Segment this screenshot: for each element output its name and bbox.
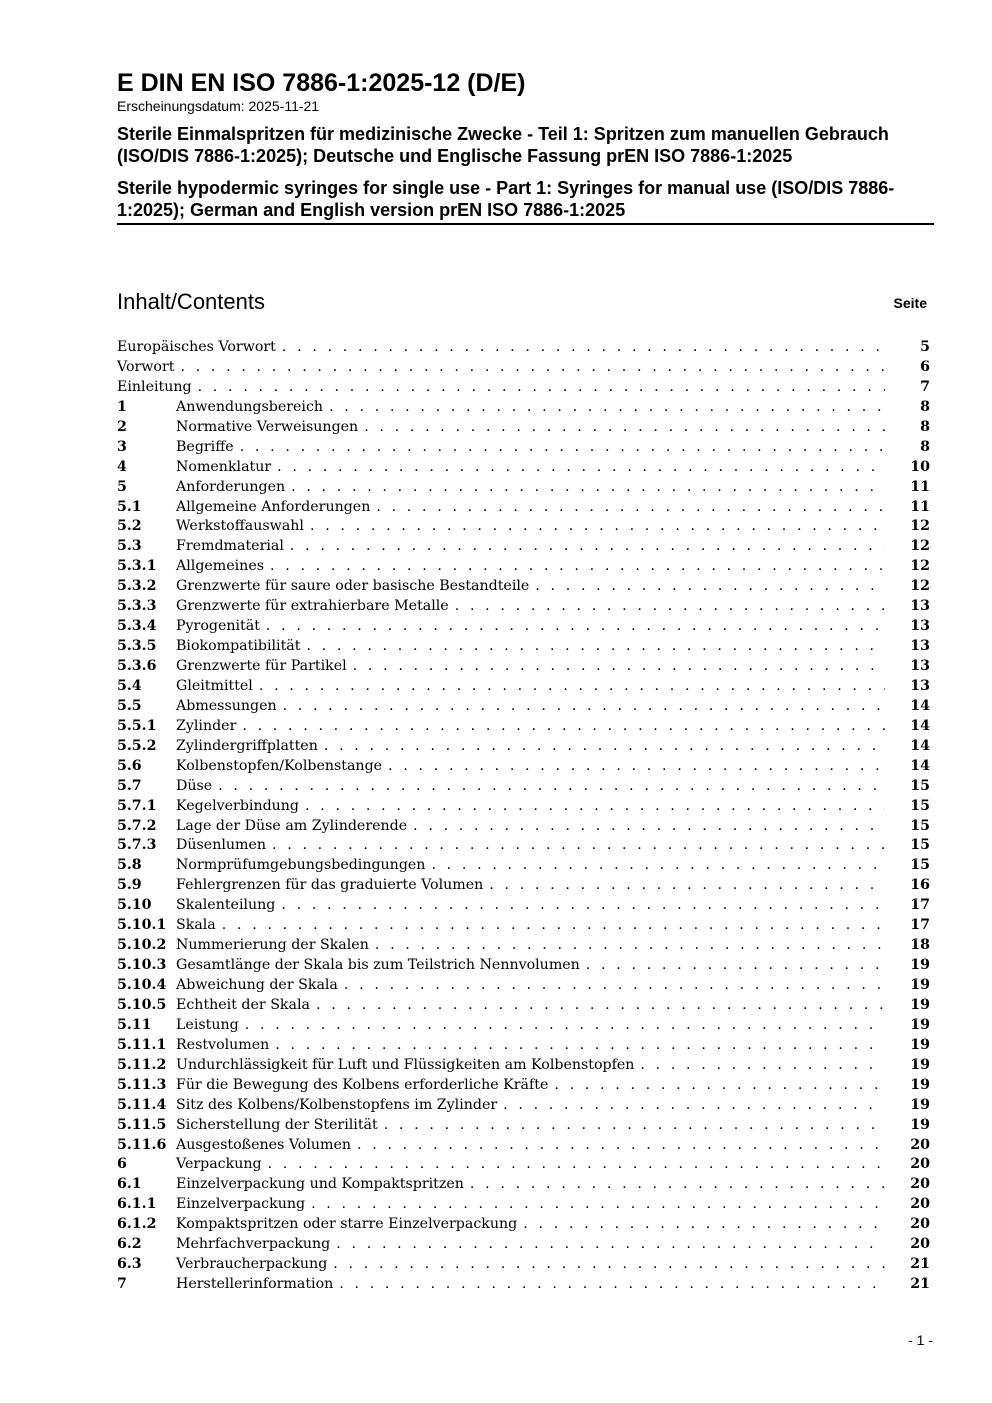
- toc-section-title: Pyrogenität: [176, 618, 260, 635]
- toc-section-number: 5.11.6: [117, 1136, 167, 1153]
- toc-page-number: 19: [910, 1056, 930, 1073]
- toc-dot-leader: [586, 956, 885, 975]
- toc-entry[interactable]: [117, 896, 930, 916]
- title-english: Sterile hypodermic syringes for single use - Part 1: Syringes for manual use (ISO/DIS 7886-1:2025); German and English version prEN ISO 7886-1:2025: [117, 178, 895, 220]
- toc-entry-text: [117, 577, 885, 596]
- toc-section-title: Verpackung: [176, 1156, 262, 1173]
- toc-section-number: 5.10.1: [117, 917, 167, 934]
- toc-section-title: Gleitmittel: [176, 677, 253, 694]
- toc-section-title: Einleitung: [117, 378, 192, 395]
- toc-entry-text: [117, 936, 885, 955]
- toc-entry[interactable]: [117, 398, 930, 418]
- toc-section-title: Echtheit der Skala: [176, 996, 310, 1013]
- toc-entry[interactable]: [117, 657, 930, 677]
- toc-entry[interactable]: [117, 1016, 930, 1036]
- toc-entry-text: [117, 677, 885, 696]
- toc-page-number: 19: [910, 1036, 930, 1053]
- toc-dot-leader: [290, 537, 885, 556]
- toc-page-number: 17: [910, 917, 930, 934]
- toc-section-number: 5.10.2: [117, 937, 167, 954]
- toc-page-number: 19: [910, 1076, 930, 1093]
- toc-page-number: 13: [910, 677, 930, 694]
- toc-dot-leader: [329, 398, 885, 417]
- toc-page-number: 19: [910, 1116, 930, 1133]
- toc-page-number: 8: [920, 438, 930, 455]
- toc-dot-leader: [376, 498, 885, 517]
- toc-dot-leader: [375, 936, 885, 955]
- toc-section-title: Restvolumen: [176, 1036, 270, 1053]
- page-column-label: Seite: [893, 295, 927, 311]
- toc-entry-text: [117, 1036, 885, 1055]
- toc-entry-text: [117, 797, 885, 816]
- toc-section-title: Anwendungsbereich: [176, 398, 324, 415]
- toc-section-number: 5.7.3: [117, 837, 157, 854]
- toc-section-number: 6.1.2: [117, 1216, 157, 1233]
- toc-entry[interactable]: [117, 677, 930, 697]
- toc-section-number: 5.1: [117, 498, 142, 515]
- toc-section-title: Sitz des Kolbens/Kolbenstopfens im Zylinder: [176, 1096, 498, 1113]
- toc-dot-leader: [324, 737, 885, 756]
- toc-dot-leader: [640, 1056, 885, 1075]
- toc-page-number: 16: [910, 877, 930, 894]
- toc-section-title: Werkstoffauswahl: [176, 518, 304, 535]
- toc-entry[interactable]: [117, 936, 930, 956]
- toc-section-number: 1: [117, 398, 127, 415]
- toc-entry-text: [117, 398, 885, 417]
- toc-page-number: 11: [910, 498, 930, 515]
- toc-section-title: Abmessungen: [176, 697, 277, 714]
- toc-dot-leader: [353, 657, 885, 676]
- toc-page-number: 20: [910, 1136, 930, 1153]
- toc-page-number: 15: [910, 857, 930, 874]
- toc-entry[interactable]: [117, 737, 930, 757]
- toc-entry-text: [117, 1215, 885, 1234]
- toc-entry[interactable]: [117, 717, 930, 737]
- toc-dot-leader: [306, 637, 885, 656]
- toc-entry[interactable]: [117, 1175, 930, 1195]
- toc-page-number: 20: [910, 1176, 930, 1193]
- toc-entry[interactable]: [117, 358, 930, 378]
- toc-section-title: Biokompatibilität: [176, 638, 301, 655]
- toc-section-number: 5.5.2: [117, 737, 157, 754]
- toc-page-number: 15: [910, 777, 930, 794]
- toc-section-title: Undurchlässigkeit für Luft und Flüssigkeiten am Kolbenstopfen: [176, 1056, 635, 1073]
- toc-entry[interactable]: [117, 577, 930, 597]
- toc-entry-text: [117, 338, 885, 357]
- toc-section-title: Fehlergrenzen für das graduierte Volumen: [176, 877, 484, 894]
- toc-dot-leader: [554, 1076, 885, 1095]
- toc-dot-leader: [316, 996, 885, 1015]
- toc-entry-text: [117, 717, 885, 736]
- toc-section-title: Sicherstellung der Sterilität: [176, 1116, 378, 1133]
- toc-entry[interactable]: [117, 517, 930, 537]
- toc-entry[interactable]: [117, 537, 930, 557]
- toc-dot-leader: [384, 1116, 885, 1135]
- toc-page-number: 12: [910, 578, 930, 595]
- toc-dot-leader: [277, 458, 885, 477]
- toc-entry-text: [117, 896, 885, 915]
- toc-dot-leader: [268, 1155, 885, 1174]
- toc-entry-text: [117, 956, 885, 975]
- toc-dot-leader: [282, 338, 885, 357]
- toc-section-title: Fremdmaterial: [176, 538, 284, 555]
- toc-page-number: 13: [910, 618, 930, 635]
- toc-dot-leader: [310, 517, 885, 536]
- toc-section-title: Kolbenstopfen/Kolbenstange: [176, 757, 383, 774]
- toc-entry[interactable]: [117, 617, 930, 637]
- toc-page-number: 15: [910, 837, 930, 854]
- toc-entry-text: [117, 817, 885, 836]
- toc-section-title: Lage der Düse am Zylinderende: [176, 817, 408, 834]
- toc-entry-text: [117, 378, 885, 397]
- toc-section-number: 5.5: [117, 697, 142, 714]
- toc-entry-text: [117, 637, 885, 656]
- toc-entry[interactable]: [117, 1195, 930, 1215]
- toc-entry-text: [117, 856, 885, 875]
- toc-section-number: 5.9: [117, 877, 142, 894]
- toc-dot-leader: [180, 358, 885, 377]
- toc-section-title: Einzelverpackung: [176, 1196, 306, 1213]
- toc-section-title: Anforderungen: [176, 478, 286, 495]
- toc-section-title: Abweichung der Skala: [176, 977, 338, 993]
- toc-section-number: 5.4: [117, 677, 142, 694]
- toc-entry-text: [117, 438, 885, 457]
- toc-entry[interactable]: [117, 697, 930, 717]
- toc-page-number: 6: [920, 358, 930, 375]
- toc-section-number: 6.1: [117, 1176, 142, 1193]
- toc-page-number: 7: [920, 378, 930, 395]
- toc-dot-leader: [245, 1016, 885, 1035]
- toc-dot-leader: [291, 478, 885, 497]
- toc-entry-text: [117, 1016, 885, 1035]
- toc-section-number: 5.7.1: [117, 797, 157, 814]
- toc-section-title: Für die Bewegung des Kolbens erforderliche Kräfte: [176, 1076, 549, 1093]
- toc-page-number: 11: [910, 478, 930, 495]
- toc-entry[interactable]: [117, 757, 930, 777]
- toc-section-number: 5.3.1: [117, 558, 157, 575]
- toc-page-number: 13: [910, 638, 930, 655]
- toc-section-number: 3: [117, 438, 127, 455]
- toc-section-number: 5.5.1: [117, 717, 157, 734]
- toc-entry[interactable]: [117, 1215, 930, 1235]
- toc-page-number: 17: [910, 897, 930, 914]
- toc-entry[interactable]: [117, 1235, 930, 1255]
- toc-section-number: 5.11.5: [117, 1116, 167, 1133]
- toc-section-number: 5.3.2: [117, 578, 157, 595]
- toc-section-number: 4: [117, 458, 127, 475]
- toc-entry-text: [117, 1175, 885, 1194]
- toc-section-number: 5.10: [117, 897, 152, 914]
- toc-page-number: 19: [910, 977, 930, 993]
- toc-entry[interactable]: [117, 1116, 930, 1136]
- toc-section-title: Normprüfumgebungsbedingungen: [176, 857, 426, 874]
- toc-entry-text: [117, 836, 885, 855]
- toc-entry[interactable]: [117, 996, 930, 1016]
- toc-section-title: Nomenklatur: [176, 458, 272, 475]
- publication-date: Erscheinungsdatum: 2025-11-21: [117, 98, 320, 114]
- toc-entry[interactable]: [117, 856, 930, 876]
- toc-entry[interactable]: [117, 976, 930, 996]
- toc-dot-leader: [470, 1175, 885, 1194]
- toc-page-number: 10: [910, 458, 930, 475]
- toc-section-title: Nummerierung der Skalen: [176, 937, 369, 954]
- toc-section-number: 5.3.6: [117, 658, 157, 674]
- toc-dot-leader: [388, 757, 885, 776]
- page-number: - 1 -: [908, 1332, 933, 1348]
- toc-section-title: Zylindergriffplatten: [176, 737, 318, 754]
- toc-entry[interactable]: [117, 1096, 930, 1116]
- toc-section-title: Herstellerinformation: [176, 1276, 334, 1293]
- toc-section-number: 2: [117, 418, 127, 435]
- toc-section-title: Kompaktspritzen oder starre Einzelverpackung: [176, 1216, 518, 1233]
- toc-dot-leader: [364, 418, 885, 437]
- toc-entry-text: [117, 1116, 885, 1135]
- toc-entry-text: [117, 1076, 885, 1095]
- toc-section-number: 7: [117, 1276, 127, 1293]
- toc-dot-leader: [336, 1235, 885, 1254]
- toc-entry-text: [117, 876, 885, 895]
- toc-section-number: 5.7: [117, 777, 142, 794]
- toc-section-number: 5.3.5: [117, 638, 157, 655]
- toc-section-number: 5.2: [117, 518, 142, 535]
- toc-dot-leader: [344, 976, 885, 995]
- toc-section-title: Einzelverpackung und Kompaktspritzen: [176, 1176, 464, 1193]
- toc-entry[interactable]: [117, 637, 930, 657]
- toc-page-number: 21: [910, 1256, 930, 1273]
- toc-entry-text: [117, 996, 885, 1015]
- toc-dot-leader: [218, 777, 885, 796]
- toc-dot-leader: [489, 876, 885, 895]
- toc-page-number: 19: [910, 1016, 930, 1033]
- toc-entry[interactable]: [117, 438, 930, 458]
- toc-page-number: 20: [910, 1236, 930, 1253]
- toc-section-number: 5.3.3: [117, 598, 157, 615]
- toc-dot-leader: [198, 378, 885, 397]
- toc-entry[interactable]: [117, 797, 930, 817]
- toc-entry-text: [117, 1195, 885, 1214]
- toc-section-title: Vorwort: [117, 358, 175, 375]
- toc-dot-leader: [333, 1255, 885, 1274]
- toc-page-number: 20: [910, 1216, 930, 1233]
- toc-dot-leader: [270, 557, 885, 576]
- toc-section-title: Kegelverbindung: [176, 797, 300, 814]
- toc-section-title: Ausgestoßenes Volumen: [176, 1136, 352, 1153]
- toc-section-title: Mehrfachverpackung: [176, 1236, 331, 1253]
- toc-page-number: 8: [920, 398, 930, 415]
- toc-dot-leader: [357, 1136, 885, 1155]
- toc-dot-leader: [275, 1036, 885, 1055]
- toc-page-number: 13: [910, 598, 930, 615]
- toc-section-number: 5.11.1: [117, 1036, 167, 1053]
- toc-section-number: 6.3: [117, 1256, 142, 1273]
- toc-entry[interactable]: [117, 597, 930, 617]
- toc-section-number: 5.10.3: [117, 957, 167, 974]
- contents-heading-row: [117, 288, 934, 318]
- toc-section-title: Skala: [176, 917, 216, 934]
- toc-entry-text: [117, 498, 885, 517]
- toc-page-number: 12: [910, 538, 930, 555]
- toc-entry[interactable]: [117, 956, 930, 976]
- toc-page-number: 8: [920, 418, 930, 435]
- toc-dot-leader: [413, 817, 885, 836]
- document-header: [117, 68, 934, 225]
- toc-entry-text: [117, 737, 885, 756]
- toc-entry-text: [117, 1155, 885, 1174]
- toc-section-number: 5: [117, 478, 127, 495]
- toc-dot-leader: [240, 438, 885, 457]
- toc-entry[interactable]: [117, 1275, 930, 1295]
- toc-page-number: 14: [910, 697, 930, 714]
- toc-dot-leader: [281, 896, 885, 915]
- toc-section-title: Normative Verweisungen: [176, 418, 359, 435]
- document-id: E DIN EN ISO 7886-1:2025-12 (D/E): [117, 69, 526, 97]
- toc-entry[interactable]: [117, 1056, 930, 1076]
- toc-entry-text: [117, 1056, 885, 1075]
- toc-page-number: 14: [910, 737, 930, 754]
- toc-dot-leader: [259, 677, 885, 696]
- toc-section-number: 6.2: [117, 1236, 142, 1253]
- toc-entry-text: [117, 358, 885, 377]
- toc-entry[interactable]: [117, 478, 930, 498]
- toc-dot-leader: [431, 856, 885, 875]
- toc-section-number: 6.1.1: [117, 1196, 157, 1213]
- toc-dot-leader: [305, 797, 885, 816]
- toc-page-number: 21: [910, 1276, 930, 1293]
- toc-section-title: Verbraucherpackung: [176, 1256, 328, 1273]
- toc-section-number: 6: [117, 1156, 127, 1173]
- toc-dot-leader: [266, 617, 885, 636]
- toc-entry-text: [117, 1096, 885, 1115]
- toc-entry-text: [117, 976, 885, 995]
- toc-entry[interactable]: [117, 1076, 930, 1096]
- toc-section-title: Grenzwerte für saure oder basische Bestandteile: [176, 578, 530, 595]
- toc-entry[interactable]: [117, 1036, 930, 1056]
- toc-section-number: 5.3.4: [117, 618, 157, 635]
- toc-entry-text: [117, 458, 885, 477]
- header-divider: [117, 223, 934, 225]
- toc-dot-leader: [222, 916, 885, 935]
- toc-entry-text: [117, 697, 885, 716]
- toc-entry-text: [117, 478, 885, 497]
- toc-section-title: Europäisches Vorwort: [117, 339, 276, 355]
- toc-section-number: 5.11.2: [117, 1056, 167, 1073]
- toc-page-number: 19: [910, 1096, 930, 1113]
- toc-entry[interactable]: [117, 836, 930, 856]
- toc-entry-text: [117, 1275, 885, 1294]
- toc-section-number: 5.11: [117, 1016, 152, 1033]
- toc-section-title: Allgemeine Anforderungen: [176, 498, 371, 515]
- toc-dot-leader: [272, 836, 885, 855]
- toc-entry[interactable]: [117, 1136, 930, 1156]
- table-of-contents: [117, 338, 930, 1295]
- toc-entry[interactable]: [117, 557, 930, 577]
- toc-section-number: 5.11.4: [117, 1096, 167, 1113]
- toc-section-number: 5.7.2: [117, 817, 157, 834]
- toc-entry-text: [117, 657, 885, 676]
- toc-dot-leader: [242, 717, 885, 736]
- toc-page-number: 19: [910, 996, 930, 1013]
- toc-dot-leader: [311, 1195, 885, 1214]
- toc-section-number: 5.6: [117, 757, 142, 774]
- toc-entry[interactable]: [117, 777, 930, 797]
- toc-section-title: Zylinder: [176, 717, 237, 734]
- toc-entry-text: [117, 537, 885, 556]
- toc-entry[interactable]: [117, 418, 930, 438]
- toc-entry[interactable]: [117, 817, 930, 837]
- toc-dot-leader: [339, 1275, 885, 1294]
- toc-dot-leader: [523, 1215, 885, 1234]
- toc-page-number: 12: [910, 558, 930, 575]
- toc-entry[interactable]: [117, 378, 930, 398]
- toc-section-title: Grenzwerte für Partikel: [176, 658, 347, 674]
- toc-section-title: Begriffe: [176, 438, 234, 455]
- toc-page-number: 14: [910, 717, 930, 734]
- toc-entry[interactable]: [117, 916, 930, 936]
- toc-entry-text: [117, 418, 885, 437]
- toc-section-title: Düsenlumen: [176, 837, 266, 854]
- toc-entry[interactable]: [117, 458, 930, 478]
- title-german: Sterile Einmalspritzen für medizinische Zwecke - Teil 1: Spritzen zum manuellen Gebrauch (ISO/DIS 7886-1:2025); Deutsche und Englische Fassung prEN ISO 7886-1:2025: [117, 124, 889, 166]
- contents-title: Inhalt/Contents: [117, 289, 265, 314]
- toc-page-number: 14: [910, 757, 930, 774]
- toc-entry-text: [117, 916, 885, 935]
- toc-dot-leader: [503, 1096, 885, 1115]
- toc-entry-text: [117, 597, 885, 616]
- toc-entry-text: [117, 1255, 885, 1274]
- toc-section-title: Gesamtlänge der Skala bis zum Teilstrich Nennvolumen: [176, 957, 580, 974]
- toc-section-number: 5.11.3: [117, 1076, 167, 1093]
- toc-entry[interactable]: [117, 1255, 930, 1275]
- toc-section-title: Leistung: [176, 1016, 239, 1033]
- toc-section-number: 5.10.4: [117, 977, 167, 993]
- toc-section-number: 5.8: [117, 857, 142, 874]
- toc-entry-text: [117, 557, 885, 576]
- toc-entry-text: [117, 757, 885, 776]
- toc-page-number: 20: [910, 1196, 930, 1213]
- toc-entry[interactable]: [117, 876, 930, 896]
- toc-entry-text: [117, 777, 885, 796]
- toc-section-title: Grenzwerte für extrahierbare Metalle: [176, 598, 449, 615]
- toc-entry-text: [117, 1235, 885, 1254]
- toc-entry-text: [117, 617, 885, 636]
- toc-page-number: 15: [910, 817, 930, 834]
- toc-entry[interactable]: [117, 338, 930, 358]
- toc-section-title: Allgemeines: [176, 558, 264, 575]
- toc-section-title: Skalenteilung: [176, 897, 276, 914]
- toc-dot-leader: [283, 697, 885, 716]
- toc-page-number: 19: [910, 957, 930, 974]
- toc-section-number: 5.3: [117, 538, 142, 555]
- toc-page-number: 12: [910, 518, 930, 535]
- toc-entry[interactable]: [117, 498, 930, 518]
- toc-dot-leader: [455, 597, 885, 616]
- toc-page-number: 15: [910, 797, 930, 814]
- toc-entry-text: [117, 517, 885, 536]
- toc-page-number: 20: [910, 1156, 930, 1173]
- toc-entry[interactable]: [117, 1155, 930, 1175]
- toc-page-number: 5: [920, 339, 930, 355]
- toc-page-number: 13: [910, 658, 930, 674]
- toc-section-number: 5.10.5: [117, 996, 167, 1013]
- toc-dot-leader: [535, 577, 885, 596]
- toc-section-title: Düse: [176, 777, 213, 794]
- toc-page-number: 18: [910, 937, 930, 954]
- toc-entry-text: [117, 1136, 885, 1155]
